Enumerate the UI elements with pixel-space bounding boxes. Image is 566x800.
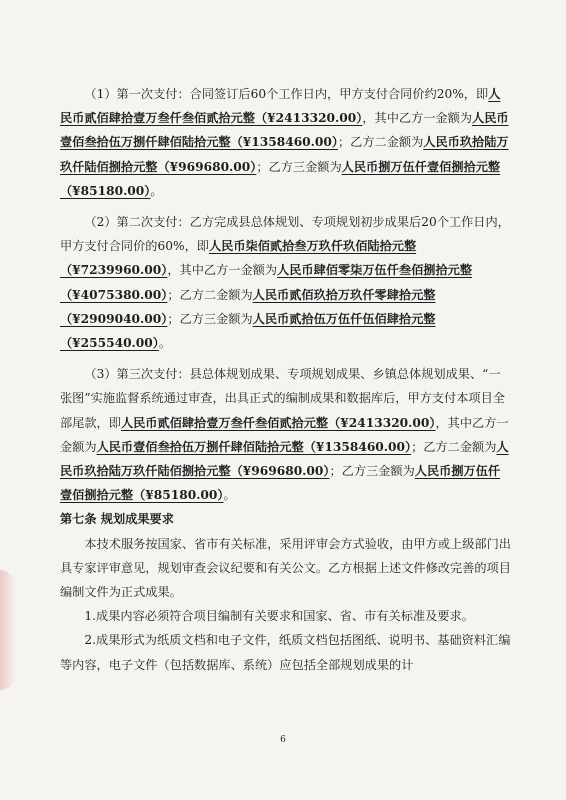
underlined-amount: 人民币贰佰肆拾壹万叁仟叁佰贰拾元整（¥2413320.00）: [60, 87, 501, 126]
underlined-amount: 人民币玖拾陆万玖仟陆佰捌拾元整（¥969680.00）: [60, 439, 509, 479]
page-number: 6: [280, 735, 286, 745]
text-run: 。: [158, 336, 172, 351]
text-run: ；乙方三金额为: [256, 159, 342, 174]
paragraph-gap: [60, 203, 512, 210]
paragraph: [60, 82, 512, 203]
paragraph: [60, 210, 512, 355]
text-run: ；乙方三金额为: [329, 464, 415, 479]
underlined-amount: 人民币壹佰叁拾伍万捌仟肆佰陆拾元整（¥1358460.00）: [60, 111, 509, 150]
document-body: [60, 82, 512, 677]
underlined-amount: 人民币壹佰叁拾伍万捌仟肆佰陆拾元整（¥1358460.00）: [96, 439, 412, 454]
text-run: ；乙方二金额为: [337, 135, 424, 150]
underlined-amount: 人民币玖拾陆万玖仟陆佰捌拾元整（¥969680.00）: [60, 135, 509, 174]
seal-edge-mark: [0, 570, 16, 690]
text-run: 本技术服务按国家、省市有关标准，采用评审会方式验收，由甲方或上级部门出具专家评审意见，规划审查会议纪要和有关公文。乙方根据上述文件修改完善的项目编制文件为正式成果。: [60, 536, 511, 600]
paragraph: [60, 604, 512, 628]
section-heading: [60, 507, 512, 531]
text-run: ；乙方三金额为: [167, 311, 253, 326]
underlined-amount: 人民币柒佰贰拾叁万玖仟玖佰陆拾元整（¥7239960.00）: [60, 239, 417, 278]
text-run: ，其中乙方一金额为: [167, 263, 278, 278]
text-run: ，其中乙方一金额为: [60, 415, 509, 454]
text-run: 2.成果形式为纸质文档和电子文件，纸质文档包括图纸、说明书、基础资料汇编等内容，电子文件（包括数据库、系统）应包括全部规划成果的计: [60, 633, 511, 672]
underlined-amount: 人民币捌万伍仟壹佰捌拾元整（¥85180.00）: [60, 464, 501, 503]
text-run: （1）第一次支付：合同签订后60个工作日内，甲方支付合同价约20%，即: [84, 87, 489, 101]
underlined-amount: 人民币贰佰肆拾壹万叁仟叁佰贰拾元整（¥2413320.00）: [120, 415, 436, 430]
text-run: （2）第二次支付：乙方完成县总体规划、专项规划初步成果后20个工作日内，甲方支付合同价的60%，即: [60, 215, 510, 254]
underlined-amount: 人民币贰佰玖拾万玖仟零肆拾元整（¥2909040.00）: [60, 287, 436, 326]
underlined-amount: 人民币贰拾伍万伍仟伍佰肆拾元整（¥255540.00）: [60, 311, 436, 351]
underlined-amount: 人民币捌万伍仟壹佰捌拾元整（¥85180.00）: [60, 159, 501, 198]
paragraph: [60, 362, 512, 507]
underlined-amount: 人民币肆佰零柒万伍仟叁佰捌拾元整（¥4075380.00）: [60, 263, 473, 302]
paragraph: [60, 628, 512, 676]
text-run: 。: [223, 488, 236, 503]
text-run: ，其中乙方一金额为: [362, 111, 473, 126]
text-run: ；乙方二金额为: [411, 439, 497, 454]
text-run: （3）第三次支付：县总体规划成果、专项规划成果、乡镇总体规划成果、“一张图”实施监督系统通过审查，出具正式的编制成果和数据库后，甲方支付本项目全部尾款，即: [60, 367, 505, 430]
text-run: 1.成果内容必须符合项目编制有关要求和国家、省、市有关标准及要求。: [84, 609, 474, 624]
paragraph: [60, 532, 512, 605]
text-run: 。: [150, 183, 163, 198]
text-run: ；乙方二金额为: [167, 287, 253, 302]
text-run: 第七条 规划成果要求: [60, 512, 174, 527]
paragraph-gap: [60, 355, 512, 362]
